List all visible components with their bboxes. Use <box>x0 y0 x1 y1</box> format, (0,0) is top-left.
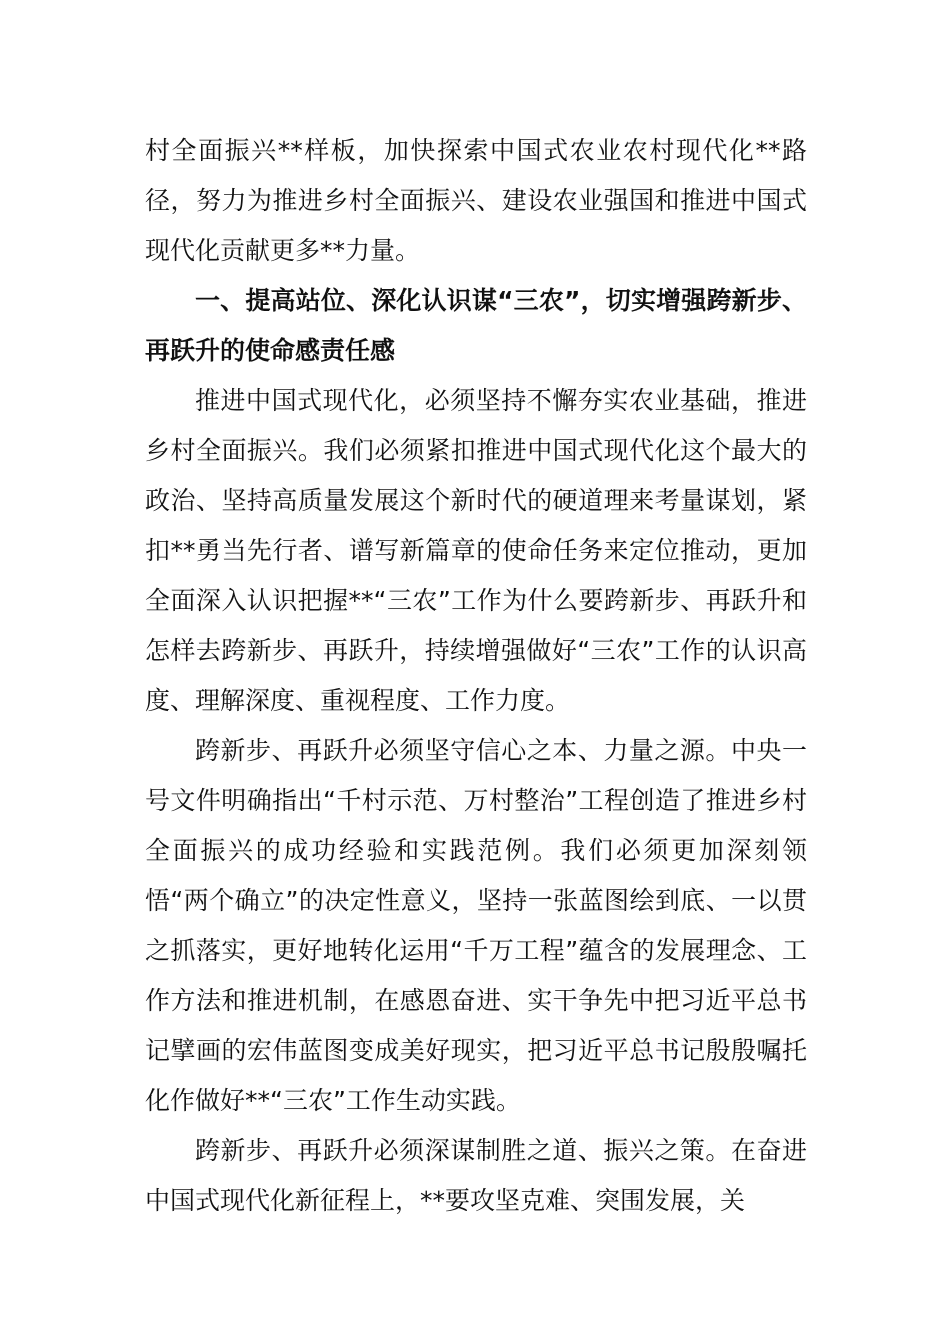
body-paragraph: 跨新步、再跃升必须坚守信心之本、力量之源。中央一号文件明确指出“千村示范、万村整治”工程创造了推进乡村全面振兴的成功经验和实践范例。我们必须更加深刻领悟“两个确立”的决定性意义，坚持一张蓝图绘到底、一以贯之抓落实，更好地转化运用“千万工程”蕴含的发展理念、工作方法和推进机制，在感恩奋进、实干争先中把习近平总书记擘画的宏伟蓝图变成美好现实，把习近平总书记殷殷嘱托化作做好**“三农”工作生动实践。 <box>145 736 807 1115</box>
document-body <box>145 126 807 1226</box>
body-paragraph: 推进中国式现代化，必须坚持不懈夯实农业基础，推进乡村全面振兴。我们必须紧扣推进中国式现代化这个最大的政治、坚持高质量发展这个新时代的硬道理来考量谋划，紧扣**勇当先行者、谱写新篇章的使命任务来定位推动，更加全面深入认识把握**“三农”工作为什么要跨新步、再跃升和怎样去跨新步、再跃升，持续增强做好“三农”工作的认识高度、理解深度、重视程度、工作力度。 <box>145 386 807 715</box>
section-heading: 一、提高站位、深化认识谋“三农”，切实增强跨新步、再跃升的使命感责任感 <box>145 286 807 365</box>
body-paragraph: 跨新步、再跃升必须深谋制胜之道、振兴之策。在奋进中国式现代化新征程上，**要攻坚克难、突围发展，关 <box>145 1136 807 1215</box>
body-paragraph-continuation: 村全面振兴**样板，加快探索中国式农业农村现代化**路径，努力为推进乡村全面振兴、建设农业强国和推进中国式现代化贡献更多**力量。 <box>145 136 807 265</box>
